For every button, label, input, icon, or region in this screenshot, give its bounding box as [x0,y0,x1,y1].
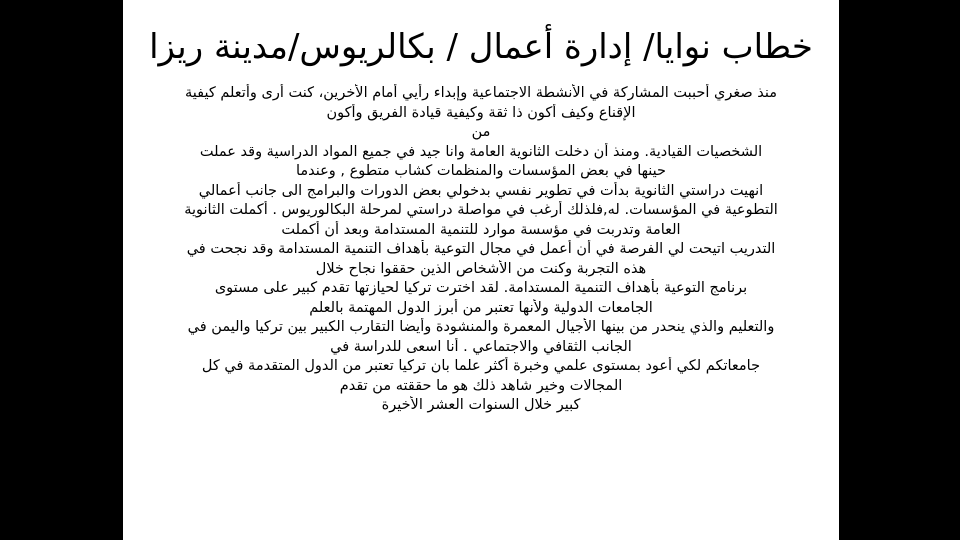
body-line: برنامج التوعية بأهداف التنمية المستدامة. لقد اخترت تركيا لحيازتها تقدم كبير على مستوى [214,280,748,296]
body-line: الشخصيات القيادية. ومنذ أن دخلت الثانوية العامة وانا جيد في جميع المواد الدراسية وقد عملت [199,143,763,160]
body-line: المجالات وخير شاهد ذلك هو ما حققته من تقدم [339,377,623,394]
document-page [123,0,839,540]
body-line: الجامعات الدولية ولأنها تعتبر من أبرز الدول المهتمة بالعلم [309,299,653,316]
body-line: حينها في بعض المؤسسات والمنظمات كشاب متطوع , وعندما [295,163,667,179]
document-title: خطاب نوايا/ إدارة أعمال / بكالريوس/مدينة ريزا [149,27,813,67]
body-line: العامة وتدربت في مؤسسة موارد للتنمية المستدامة وبعد أن أكملت [281,221,681,238]
body-line: التدريب اتيحت لي الفرصة في أن أعمل في مجال التوعية بأهداف التنمية المستدامة وقد نجحت في [186,241,776,257]
body-line: الجانب الثقافي والاجتماعي . أنا اسعى للدراسة في [330,338,632,355]
body-line: هذه التجربة وكنت من الأشخاص الذين حققوا نجاح خلال [315,260,647,277]
body-line: جامعاتكم لكي أعود بمستوى علمي وخبرة أكثر علما بان تركيا تعتبر من الدول المتقدمة في كل [201,358,761,374]
body-line: والتعليم والذي ينحدر من بينها الأجيال المعمرة والمنشودة وأيضا التقارب الكبير بين تركيا واليمن في [187,319,775,335]
body-line: كبير خلال السنوات العشر الأخيرة [381,397,581,413]
body-line: الإقناع وكيف أكون ذا ثقة وكيفية قيادة الفريق وأكون [326,104,636,121]
body-line: انهيت دراستي الثانوية بدأت في تطوير نفسي بدخولي بعض الدورات والبرامج الى جانب أعمالي [198,182,764,199]
letter-body [133,84,829,416]
body-line: منذ صغري أحببت المشاركة في الأنشطة الاجتماعية وإبداء رأيي أمام الأخرين، كنت أرى وأتعلم كيفية [184,85,778,101]
body-line: التطوعية في المؤسسات. له,فلذلك أرغب في مواصلة دراستي لمرحلة البكالوريوس . أكملت الثانوية [184,202,778,218]
body-line: من [471,124,491,140]
